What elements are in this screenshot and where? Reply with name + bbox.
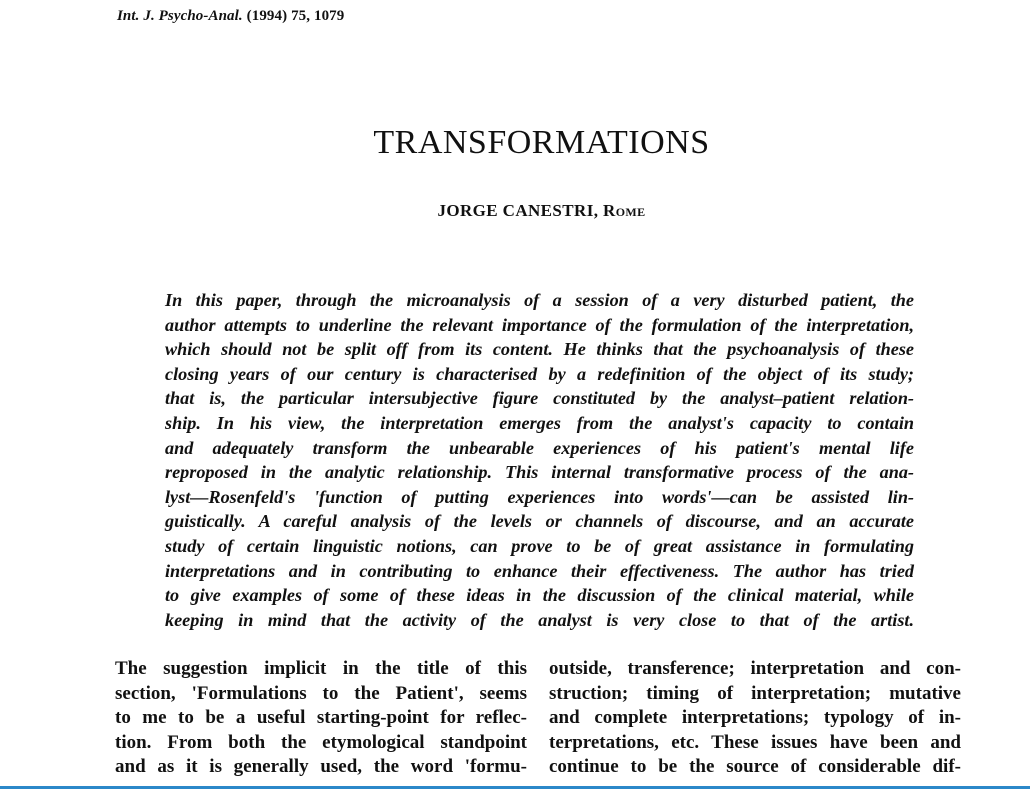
abstract-line: interpretations and in contributing to enhance their effectiveness. The author has tried [165,560,914,581]
abstract-line: guistically. A careful analysis of the levels or channels of discourse, and an accurate [165,511,914,532]
abstract-line: reproposed in the analytic relationship. This internal transformative process of the ana- [165,462,914,483]
journal-name: Int. J. Psycho-Anal. [117,8,243,24]
journal-citation [117,8,344,25]
body-left-line: and as it is generally used, the word 'formu- [115,756,527,778]
abstract-line: study of certain linguistic notions, can prove to be of great assistance in formulating [165,535,914,556]
body-left-line: to me to be a useful starting-point for reflec- [115,707,527,729]
body-column-left [115,657,527,780]
author-location: Rome [603,201,646,220]
abstract-line: author attempts to underline the relevant importance of the formulation of the interpretation, [165,314,914,335]
author-name: JORGE CANESTRI, [437,201,599,220]
body-left-line: section, 'Formulations to the Patient', seems [115,682,527,704]
body-left-line: The suggestion implicit in the title of this [115,658,527,679]
abstract-line: lyst—Rosenfeld's 'function of putting experiences into words'—can be assisted lin- [165,486,914,507]
body-right-line: and complete interpretations; typology of in- [549,707,961,729]
body-right-line: terpretations, etc. These issues have been and [549,731,961,753]
body-left-line: tion. From both the etymological standpoint [115,731,527,753]
abstract-line: which should not be split off from its content. He thinks that the psychoanalysis of these [165,339,914,360]
paper-title: TRANSFORMATIONS [373,124,710,161]
journal-volume-page: 75, 1079 [291,8,345,24]
body-right-line: struction; timing of interpretation; mutative [549,682,961,704]
body-column-right [549,657,961,780]
abstract-line: keeping in mind that the activity of the analyst is very close to that of the artist. [165,609,914,630]
abstract-line: and adequately transform the unbearable experiences of his patient's mental life [165,437,914,458]
abstract [165,288,914,632]
body-right-line: continue to be the source of considerable dif- [549,756,961,778]
abstract-line: In this paper, through the microanalysis of a session of a very disturbed patient, the [165,290,914,310]
abstract-line: ship. In his view, the interpretation emerges from the analyst's capacity to contain [165,412,914,433]
abstract-line: to give examples of some of these ideas in the discussion of the clinical material, while [165,585,914,606]
journal-year: (1994) [246,8,288,24]
abstract-line: that is, the particular intersubjective figure constituted by the analyst–patient relation- [165,388,914,409]
body-right-line: outside, transference; interpretation and con- [549,658,961,679]
author-line [0,201,1030,221]
abstract-line: closing years of our century is characterised by a redefinition of the object of its study; [165,363,914,384]
